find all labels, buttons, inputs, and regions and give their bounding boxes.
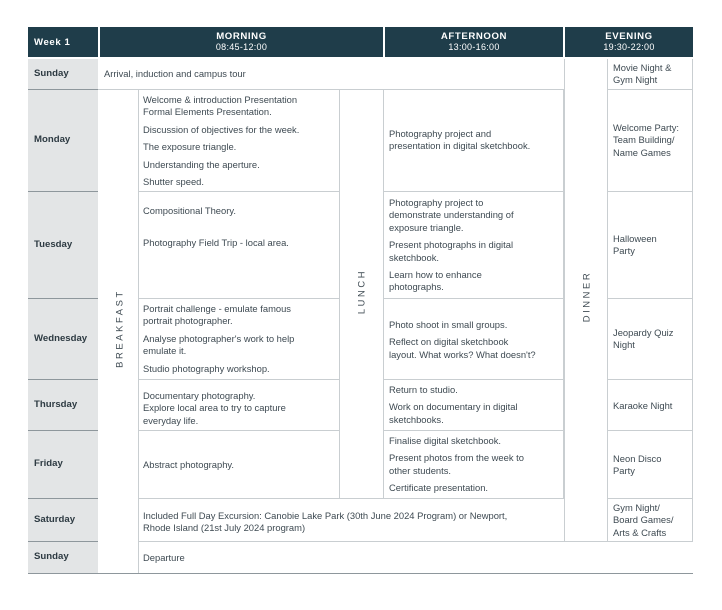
text-line: emulate it.: [143, 345, 187, 357]
text-line: Party: [613, 245, 635, 257]
text-line: Compositional Theory.: [143, 205, 236, 216]
text-line: Team Building/: [613, 134, 675, 146]
text-line: Party: [613, 465, 635, 477]
text-line: Neon Disco: [613, 453, 662, 464]
text-line: Documentary photography.: [143, 390, 256, 401]
grid-line: [383, 298, 564, 299]
saturday-morning: [143, 510, 507, 535]
dinner-column-right-border: [607, 59, 608, 542]
grid-line: [607, 298, 693, 299]
grid-line: [98, 89, 564, 90]
text-line: layout. What works? What doesn't?: [389, 348, 536, 360]
text-line: Welcome Party:: [613, 122, 679, 133]
breakfast-label: BREAKFAST: [113, 289, 125, 368]
wednesday-evening: [613, 327, 673, 352]
text-line: Portrait challenge - emulate famous: [143, 303, 291, 314]
thursday-evening: Karaoke Night: [613, 400, 673, 411]
friday-morning: Abstract photography.: [143, 459, 235, 470]
monday-evening: [613, 122, 679, 159]
grid-line: [138, 379, 339, 380]
thursday-afternoon: [389, 384, 518, 426]
text-line: Jeopardy Quiz: [613, 327, 674, 338]
sunday-evening-activity: [613, 62, 671, 87]
text-line: exposure triangle.: [389, 221, 464, 233]
afternoon-header: [385, 27, 563, 57]
evening-label: EVENING: [605, 31, 653, 42]
tuesday-evening: [613, 233, 657, 258]
text-line: Rhode Island (21st July 2024 program): [143, 522, 306, 534]
sunday-departure: Departure: [143, 552, 185, 563]
text-line: Photography Field Trip - local area.: [143, 237, 289, 249]
text-line: portrait photographer.: [143, 315, 233, 327]
row-divider: [28, 379, 98, 380]
text-line: Gym Night/: [613, 502, 660, 513]
row-divider: [28, 541, 98, 542]
day-label: Sunday: [34, 67, 69, 79]
text-line: Work on documentary in digital: [389, 401, 518, 413]
day-saturday: [28, 499, 98, 541]
afternoon-time: 13:00-16:00: [448, 42, 500, 52]
day-label: Sunday: [34, 551, 69, 563]
wednesday-afternoon: [389, 319, 536, 361]
text-line: presentation in digital sketchbook.: [389, 140, 531, 152]
text-line: everyday life.: [143, 414, 199, 426]
week-label: Week 1: [34, 37, 71, 48]
evening-time: 19:30-22:00: [603, 42, 655, 52]
text-line: Understanding the aperture.: [143, 158, 260, 170]
morning-header: [100, 27, 383, 57]
text-line: Certificate presentation.: [389, 482, 489, 494]
saturday-evening: [613, 502, 673, 539]
grid-line: [383, 379, 564, 380]
friday-afternoon: [389, 435, 524, 495]
morning-time: 08:45-12:00: [215, 42, 268, 52]
text-line: Photo shoot in small groups.: [389, 319, 508, 330]
text-line: Name Games: [613, 146, 671, 158]
row-divider: [28, 498, 98, 499]
breakfast-column-border: [138, 90, 139, 573]
text-line: Studio photography workshop.: [143, 362, 270, 374]
day-monday: [28, 90, 98, 191]
text-line: Gym Night: [613, 74, 658, 86]
text-line: Arts & Crafts: [613, 526, 667, 538]
text-line: Explore local area to try to capture: [143, 402, 286, 414]
text-line: photographs.: [389, 281, 444, 293]
dinner-label: DINNER: [580, 270, 592, 323]
day-label: Monday: [34, 134, 71, 146]
text-line: Board Games/: [613, 514, 674, 526]
row-divider: [28, 191, 98, 192]
row-divider: [28, 430, 98, 431]
table-right-border: [692, 59, 693, 542]
text-line: Night: [613, 339, 635, 351]
text-line: Movie Night &: [613, 62, 672, 73]
sunday-arrival-activity: Arrival, induction and campus tour: [104, 68, 246, 79]
text-line: Return to studio.: [389, 384, 458, 395]
lunch-column-right-border: [383, 90, 384, 499]
text-line: Learn how to enhance: [389, 269, 482, 281]
day-friday: [28, 431, 98, 498]
grid-line: [138, 430, 339, 431]
wednesday-morning: [143, 303, 294, 375]
day-sunday-arrival: [28, 59, 98, 89]
grid-line: [138, 298, 339, 299]
lunch-column-left-border: [339, 90, 340, 499]
dinner-column-left-border: [564, 59, 565, 542]
text-line: demonstrate understanding of: [389, 209, 514, 221]
lunch-label: LUNCH: [355, 268, 367, 315]
text-line: sketchbook.: [389, 251, 440, 263]
day-label: Friday: [34, 458, 63, 470]
grid-line: [138, 191, 339, 192]
day-thursday: [28, 380, 98, 430]
text-line: sketchbooks.: [389, 413, 444, 425]
grid-line: [607, 430, 693, 431]
text-line: Photography project to: [389, 197, 484, 208]
morning-label: MORNING: [216, 31, 267, 42]
thursday-morning: [143, 390, 286, 427]
day-sunday-departure: [28, 542, 98, 573]
friday-evening: [613, 453, 661, 478]
text-line: Discussion of objectives for the week.: [143, 123, 300, 135]
tuesday-afternoon: [389, 197, 514, 294]
grid-line: [138, 498, 564, 499]
week-header: [28, 27, 98, 57]
day-wednesday: [28, 299, 98, 379]
text-line: Present photos from the week to: [389, 452, 524, 464]
afternoon-label: AFTERNOON: [440, 31, 508, 42]
schedule-table: [28, 27, 693, 574]
grid-line: [138, 541, 693, 542]
grid-line: [607, 191, 693, 192]
text-line: Finalise digital sketchbook.: [389, 435, 502, 446]
day-label: Wednesday: [34, 332, 88, 344]
text-line: Present photographs in digital: [389, 239, 514, 251]
grid-line: [383, 191, 564, 192]
text-line: Analyse photographer's work to help: [143, 332, 295, 344]
text-line: Welcome & introduction Presentation: [143, 94, 298, 105]
table-bottom-border: [28, 573, 693, 574]
text-line: The exposure triangle.: [143, 141, 237, 153]
evening-header: [565, 27, 693, 57]
day-label: Saturday: [34, 513, 76, 525]
text-line: Included Full Day Excursion: Canobie Lake Park (30th June 2024 Program) or Newport,: [143, 510, 508, 521]
text-line: Halloween: [613, 233, 657, 244]
grid-line: [383, 430, 564, 431]
text-line: Reflect on digital sketchbook: [389, 336, 509, 348]
grid-line: [607, 89, 693, 90]
grid-line: [607, 498, 693, 499]
day-label: Thursday: [34, 398, 78, 410]
text-line: Shutter speed.: [143, 176, 204, 188]
row-divider: [28, 89, 98, 90]
row-divider: [28, 298, 98, 299]
tuesday-morning: [143, 205, 289, 250]
text-line: other students.: [389, 464, 452, 476]
day-label: Tuesday: [34, 238, 73, 250]
grid-line: [607, 379, 693, 380]
monday-morning: [143, 94, 299, 188]
text-line: Photography project and: [389, 128, 492, 139]
text-line: Formal Elements Presentation.: [143, 106, 272, 118]
day-tuesday: [28, 192, 98, 298]
monday-afternoon: [389, 128, 530, 153]
